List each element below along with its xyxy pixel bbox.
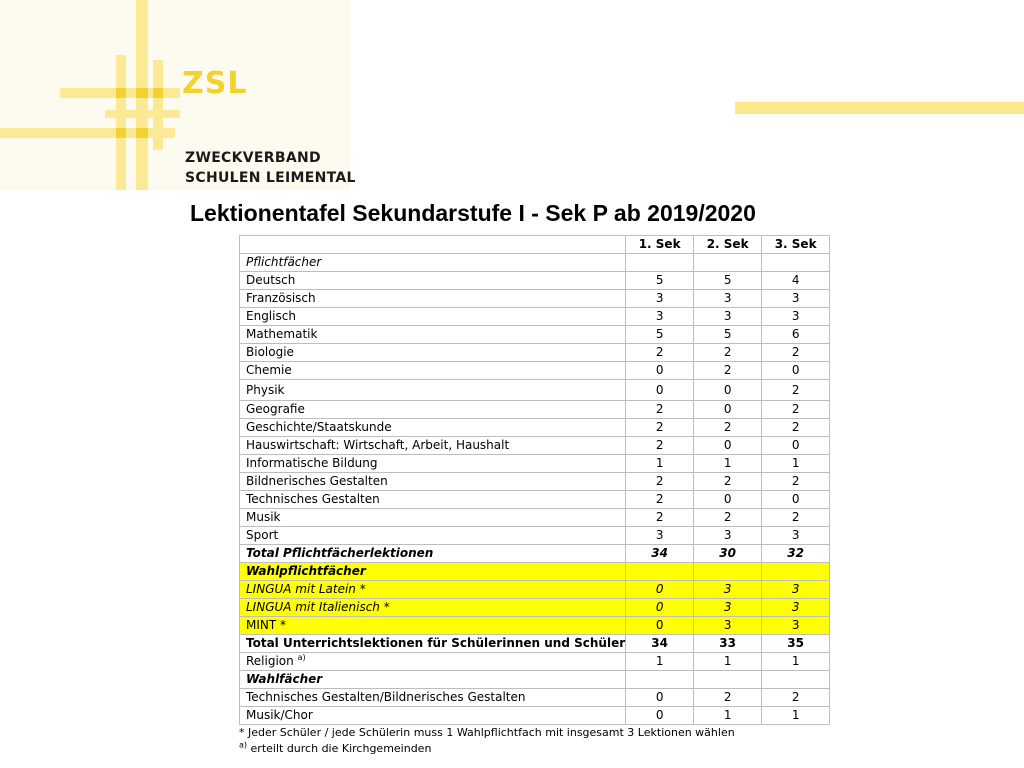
lesson-count-cell: 0 [626, 581, 694, 599]
header-cell-subject [240, 236, 626, 254]
lesson-count-cell: 0 [626, 362, 694, 380]
lesson-count-cell: 2 [762, 473, 830, 491]
subject-cell [240, 326, 626, 344]
table-row [240, 617, 830, 635]
subject-cell [240, 545, 626, 563]
lesson-count-cell: 3 [762, 527, 830, 545]
table-row [240, 401, 830, 419]
subject-label: Bildnerisches Gestalten [246, 474, 388, 488]
subject-cell [240, 689, 626, 707]
lesson-count-cell: 35 [762, 635, 830, 653]
subject-cell [240, 581, 626, 599]
subject-cell [240, 491, 626, 509]
subject-label: LINGUA mit Latein * [246, 582, 366, 596]
subject-cell [240, 563, 626, 581]
subject-cell [240, 437, 626, 455]
footnote-marker: a) [239, 740, 248, 750]
subject-label: Geschichte/Staatskunde [246, 420, 392, 434]
subject-label: Französisch [246, 291, 316, 305]
table-row [240, 509, 830, 527]
lesson-count-cell: 3 [762, 308, 830, 326]
table-row [240, 707, 830, 725]
footnote-religion [239, 742, 431, 755]
subject-label: Religion [246, 654, 294, 668]
subject-label: Sport [246, 528, 279, 542]
lesson-count-cell: 3 [694, 527, 762, 545]
lesson-count-cell [626, 563, 694, 581]
lesson-count-cell: 33 [694, 635, 762, 653]
lesson-count-cell: 32 [762, 545, 830, 563]
lesson-count-cell [626, 254, 694, 272]
lesson-count-cell [762, 254, 830, 272]
table-row [240, 254, 830, 272]
subject-label: Wahlpflichtfächer [246, 564, 366, 578]
table-row [240, 344, 830, 362]
lesson-count-cell: 1 [626, 653, 694, 671]
table-row [240, 689, 830, 707]
lesson-count-cell: 2 [762, 419, 830, 437]
lesson-count-cell: 1 [762, 707, 830, 725]
lesson-count-cell: 2 [626, 491, 694, 509]
lesson-count-cell: 2 [626, 344, 694, 362]
footnote-marker: a) [297, 653, 306, 662]
table-row [240, 527, 830, 545]
table-row [240, 326, 830, 344]
subject-label: Physik [246, 382, 285, 397]
lesson-count-cell [762, 563, 830, 581]
lesson-count-cell: 3 [694, 581, 762, 599]
subject-label: Informatische Bildung [246, 456, 378, 470]
lesson-count-cell: 2 [626, 509, 694, 527]
lesson-count-cell: 0 [626, 617, 694, 635]
table-header-row [240, 236, 830, 254]
lesson-count-cell: 3 [762, 581, 830, 599]
lesson-count-cell: 0 [694, 437, 762, 455]
subject-label: Musik [246, 510, 281, 524]
lesson-table [239, 235, 830, 725]
lesson-count-cell: 2 [762, 344, 830, 362]
lesson-count-cell: 3 [626, 527, 694, 545]
table-row [240, 599, 830, 617]
subject-cell [240, 272, 626, 290]
subject-label: Musik/Chor [246, 708, 313, 722]
subject-cell [240, 344, 626, 362]
lesson-count-cell: 1 [694, 707, 762, 725]
lesson-count-cell: 5 [626, 326, 694, 344]
subject-cell [240, 290, 626, 308]
table-row [240, 653, 830, 671]
org-name-line1: ZWECKVERBAND [185, 150, 321, 166]
lesson-count-cell: 2 [762, 401, 830, 419]
subject-label: Technisches Gestalten/Bildnerisches Gestalten [246, 690, 526, 704]
header-cell-sek3: 3. Sek [762, 236, 830, 254]
subject-cell [240, 509, 626, 527]
lesson-count-cell [694, 671, 762, 689]
subject-cell [240, 707, 626, 725]
table-row [240, 581, 830, 599]
subject-cell [240, 599, 626, 617]
lesson-count-cell: 0 [626, 380, 694, 401]
org-name-line2: SCHULEN LEIMENTAL [185, 170, 356, 186]
subject-label: Deutsch [246, 273, 296, 287]
lesson-count-cell: 34 [626, 635, 694, 653]
lesson-count-cell: 30 [694, 545, 762, 563]
table-row [240, 473, 830, 491]
lesson-count-cell: 2 [762, 509, 830, 527]
table-row [240, 272, 830, 290]
table-row [240, 290, 830, 308]
lesson-count-cell: 3 [694, 617, 762, 635]
lesson-count-cell: 3 [626, 290, 694, 308]
lesson-count-cell: 1 [694, 653, 762, 671]
subject-label: Wahlfächer [246, 672, 323, 686]
subject-label: Pflichtfächer [246, 255, 322, 269]
subject-label: LINGUA mit Italienisch * [246, 600, 390, 614]
lesson-count-cell: 2 [694, 473, 762, 491]
subject-label: Chemie [246, 363, 292, 377]
lesson-count-cell: 0 [626, 599, 694, 617]
subject-label: Biologie [246, 345, 294, 359]
table-row [240, 491, 830, 509]
table-row [240, 635, 830, 653]
table-row [240, 362, 830, 380]
lesson-count-cell: 3 [762, 290, 830, 308]
lesson-count-cell [626, 671, 694, 689]
subject-label: Total Unterrichtslektionen für Schülerinnen und Schüler [246, 636, 626, 650]
subject-label: Hauswirtschaft: Wirtschaft, Arbeit, Haushalt [246, 438, 510, 452]
brand-logo-text: ZSL [182, 66, 248, 101]
lesson-count-cell: 0 [626, 689, 694, 707]
lesson-count-cell: 2 [694, 419, 762, 437]
lesson-count-cell: 0 [694, 491, 762, 509]
lesson-count-cell: 2 [762, 689, 830, 707]
lesson-count-cell: 3 [694, 290, 762, 308]
subject-cell [240, 380, 626, 401]
lesson-count-cell: 3 [762, 617, 830, 635]
lesson-count-cell: 0 [694, 401, 762, 419]
table-row [240, 437, 830, 455]
subject-cell [240, 308, 626, 326]
subject-cell [240, 617, 626, 635]
table-row [240, 671, 830, 689]
lesson-count-cell [694, 254, 762, 272]
subject-cell [240, 635, 626, 653]
lesson-count-cell: 1 [762, 653, 830, 671]
lesson-count-cell: 2 [626, 419, 694, 437]
lesson-count-cell: 3 [762, 599, 830, 617]
subject-label: Mathematik [246, 327, 318, 341]
subject-cell [240, 362, 626, 380]
lesson-count-cell: 0 [762, 437, 830, 455]
lesson-count-cell: 0 [694, 380, 762, 401]
subject-cell [240, 254, 626, 272]
lesson-count-cell: 6 [762, 326, 830, 344]
table-row [240, 563, 830, 581]
subject-cell [240, 671, 626, 689]
lesson-count-cell: 3 [694, 308, 762, 326]
subject-cell [240, 473, 626, 491]
header-cell-sek2: 2. Sek [694, 236, 762, 254]
footnote-wahlpflicht: * Jeder Schüler / jede Schülerin muss 1 Wahlpflichtfach mit insgesamt 3 Lektionen wählen [239, 726, 735, 739]
lesson-count-cell: 1 [694, 455, 762, 473]
page-title: Lektionentafel Sekundarstufe I - Sek P ab 2019/2020 [190, 200, 756, 226]
lesson-count-cell: 3 [694, 599, 762, 617]
subject-cell [240, 401, 626, 419]
lesson-count-cell: 2 [626, 401, 694, 419]
table-row [240, 380, 830, 401]
lesson-count-cell: 2 [762, 380, 830, 401]
lesson-count-cell: 1 [762, 455, 830, 473]
lesson-count-cell [694, 563, 762, 581]
table-row [240, 455, 830, 473]
lesson-count-cell: 2 [694, 362, 762, 380]
table-row [240, 308, 830, 326]
header-cell-sek1: 1. Sek [626, 236, 694, 254]
lesson-count-cell [762, 671, 830, 689]
lesson-count-cell: 5 [626, 272, 694, 290]
subject-cell [240, 527, 626, 545]
lesson-count-cell: 2 [626, 473, 694, 491]
lesson-count-cell: 34 [626, 545, 694, 563]
subject-label: MINT * [246, 618, 287, 632]
lesson-count-cell: 2 [694, 344, 762, 362]
subject-cell [240, 653, 626, 671]
table-row [240, 419, 830, 437]
footnote-religion-text: erteilt durch die Kirchgemeinden [247, 742, 432, 755]
lesson-count-cell: 3 [626, 308, 694, 326]
subject-label: Technisches Gestalten [246, 492, 380, 506]
subject-label: Englisch [246, 309, 296, 323]
lesson-count-cell: 2 [626, 437, 694, 455]
lesson-count-cell: 0 [762, 362, 830, 380]
lesson-count-cell: 5 [694, 326, 762, 344]
accent-bar [735, 102, 1024, 114]
lesson-count-cell: 4 [762, 272, 830, 290]
subject-label: Geografie [246, 402, 305, 416]
lesson-count-cell: 1 [626, 455, 694, 473]
lesson-count-cell: 0 [626, 707, 694, 725]
lesson-count-cell: 5 [694, 272, 762, 290]
lesson-count-cell: 2 [694, 509, 762, 527]
lesson-count-cell: 0 [762, 491, 830, 509]
lesson-count-cell: 2 [694, 689, 762, 707]
subject-cell [240, 419, 626, 437]
subject-cell [240, 455, 626, 473]
subject-label: Total Pflichtfächerlektionen [246, 546, 434, 560]
table-row [240, 545, 830, 563]
